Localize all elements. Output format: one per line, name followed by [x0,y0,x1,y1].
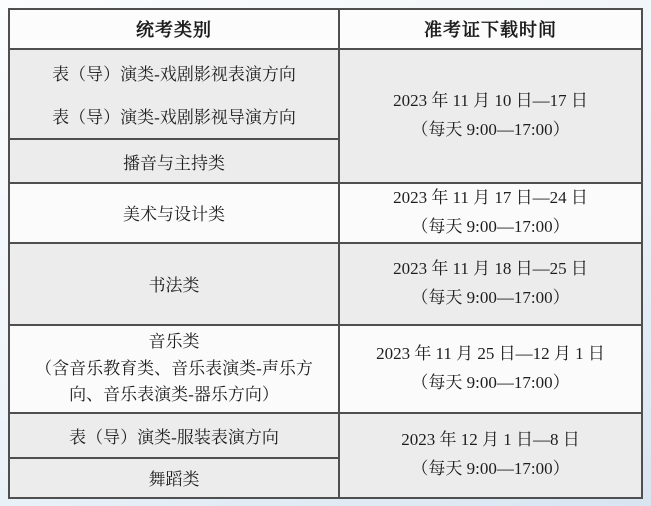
header-cell-category: 统考类别 [9,9,339,49]
time-daily-hours: （每天 9:00—17:00） [411,216,570,236]
header-cell-download-time: 准考证下载时间 [339,9,642,49]
time-cell-group1 [339,49,642,183]
time-date: 2023 年 11 月 18 日—25 日 [393,258,588,278]
time-date: 2023 年 11 月 25 日—12 月 1 日 [376,343,605,363]
table-row [9,243,642,325]
time-daily-hours: （每天 9:00—17:00） [411,120,570,139]
time-date: 2023 年 11 月 17 日—24 日 [393,188,588,207]
category-cell-theatre [9,49,339,139]
time-date: 2023 年 11 月 10 日—17 日 [393,91,588,111]
category-cell-dance: 舞蹈类 [9,458,339,498]
time-daily-hours: （每天 9:00—17:00） [411,372,570,392]
category-music-line1: 音乐类 [148,332,200,352]
time-daily-hours: （每天 9:00—17:00） [411,459,570,479]
time-cell-group5 [339,413,642,498]
table-header-row [9,9,642,49]
category-cell-costume-performance: 表（导）演类-服装表演方向 [9,413,339,458]
table-row [9,49,642,139]
category-music-line3: 向、音乐表演类-器乐方向） [69,384,279,404]
category-cell-music [9,325,339,413]
time-cell-group2 [339,183,642,243]
category-cell-broadcasting: 播音与主持类 [9,139,339,183]
category-theatre-acting: 表（导）演类-戏剧影视表演方向 [52,65,296,84]
table-row [9,325,642,413]
exam-ticket-download-schedule-table [8,8,643,499]
table-row [9,413,642,458]
category-theatre-directing: 表（导）演类-戏剧影视导演方向 [52,108,296,127]
category-cell-art-design: 美术与设计类 [9,183,339,243]
time-date: 2023 年 12 月 1 日—8 日 [401,430,580,450]
time-cell-group3 [339,243,642,325]
category-cell-calligraphy: 书法类 [9,243,339,325]
category-music-line2: （含音乐教育类、音乐表演类-声乐方 [35,358,313,378]
time-cell-group4 [339,325,642,413]
table-row [9,183,642,243]
time-daily-hours: （每天 9:00—17:00） [411,287,570,307]
